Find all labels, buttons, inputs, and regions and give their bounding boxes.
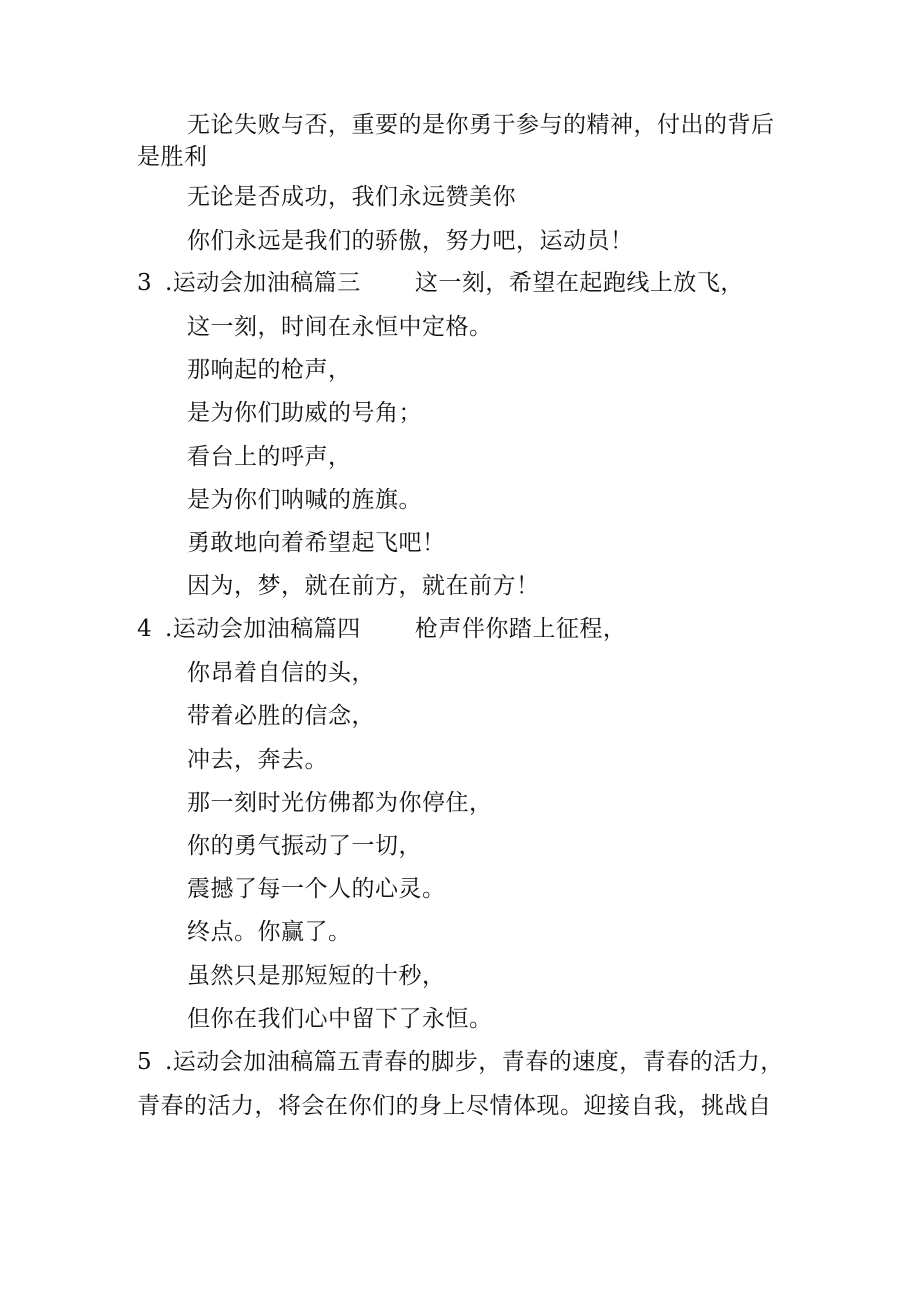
- paragraph-line: 无论失败与否，重要的是你勇于参与的精神，付出的背后: [187, 112, 775, 138]
- verse-line: 带着必胜的信念，: [187, 703, 375, 729]
- section-first-line: 枪声伴你踏上征程，: [414, 616, 627, 642]
- paragraph-line: 你们永远是我们的骄傲，努力吧，运动员！: [187, 228, 634, 254]
- verse-line: 震撼了每一个人的心灵。: [187, 876, 446, 902]
- paragraph-line: 是胜利: [137, 144, 208, 170]
- section-number: 5: [137, 1049, 153, 1075]
- verse-line: 你昂着自信的头，: [187, 660, 375, 686]
- section-line-1: .运动会加油稿篇五青春的脚步，青春的速度，青春的活力，: [165, 1049, 784, 1075]
- section-title: .运动会加油稿篇四: [165, 616, 361, 642]
- verse-line: 你的勇气振动了一切，: [187, 833, 422, 859]
- paragraph-line: 无论是否成功，我们永远赞美你: [187, 184, 516, 210]
- section-heading-3: [137, 268, 744, 298]
- section-number: 4: [137, 616, 153, 642]
- verse-line: 勇敢地向着希望起飞吧！: [187, 530, 446, 556]
- verse-line: 虽然只是那短短的十秒，: [187, 963, 446, 989]
- verse-line: 这一刻，时间在永恒中定格。: [187, 314, 493, 340]
- verse-line: 因为，梦，就在前方，就在前方！: [187, 573, 540, 599]
- section-heading-5: [137, 1047, 784, 1077]
- section-number: 3: [137, 270, 153, 296]
- verse-line: 是为你们呐喊的旌旗。: [187, 487, 422, 513]
- paragraph-line: 青春的活力，将会在你们的身上尽情体现。迎接自我，挑战自: [137, 1093, 772, 1119]
- verse-line: 看台上的呼声，: [187, 444, 352, 470]
- verse-line: 但你在我们心中留下了永恒。: [187, 1006, 493, 1032]
- verse-line: 终点。你赢了。: [187, 919, 352, 945]
- verse-line: 那响起的枪声，: [187, 357, 352, 383]
- verse-line: 那一刻时光仿佛都为你停住，: [187, 790, 493, 816]
- verse-line: 是为你们助威的号角；: [187, 400, 422, 426]
- section-first-line: 这一刻，希望在起跑线上放飞，: [414, 270, 744, 296]
- section-title: .运动会加油稿篇三: [165, 270, 361, 296]
- verse-line: 冲去，奔去。: [187, 747, 328, 773]
- section-heading-4: [137, 614, 626, 644]
